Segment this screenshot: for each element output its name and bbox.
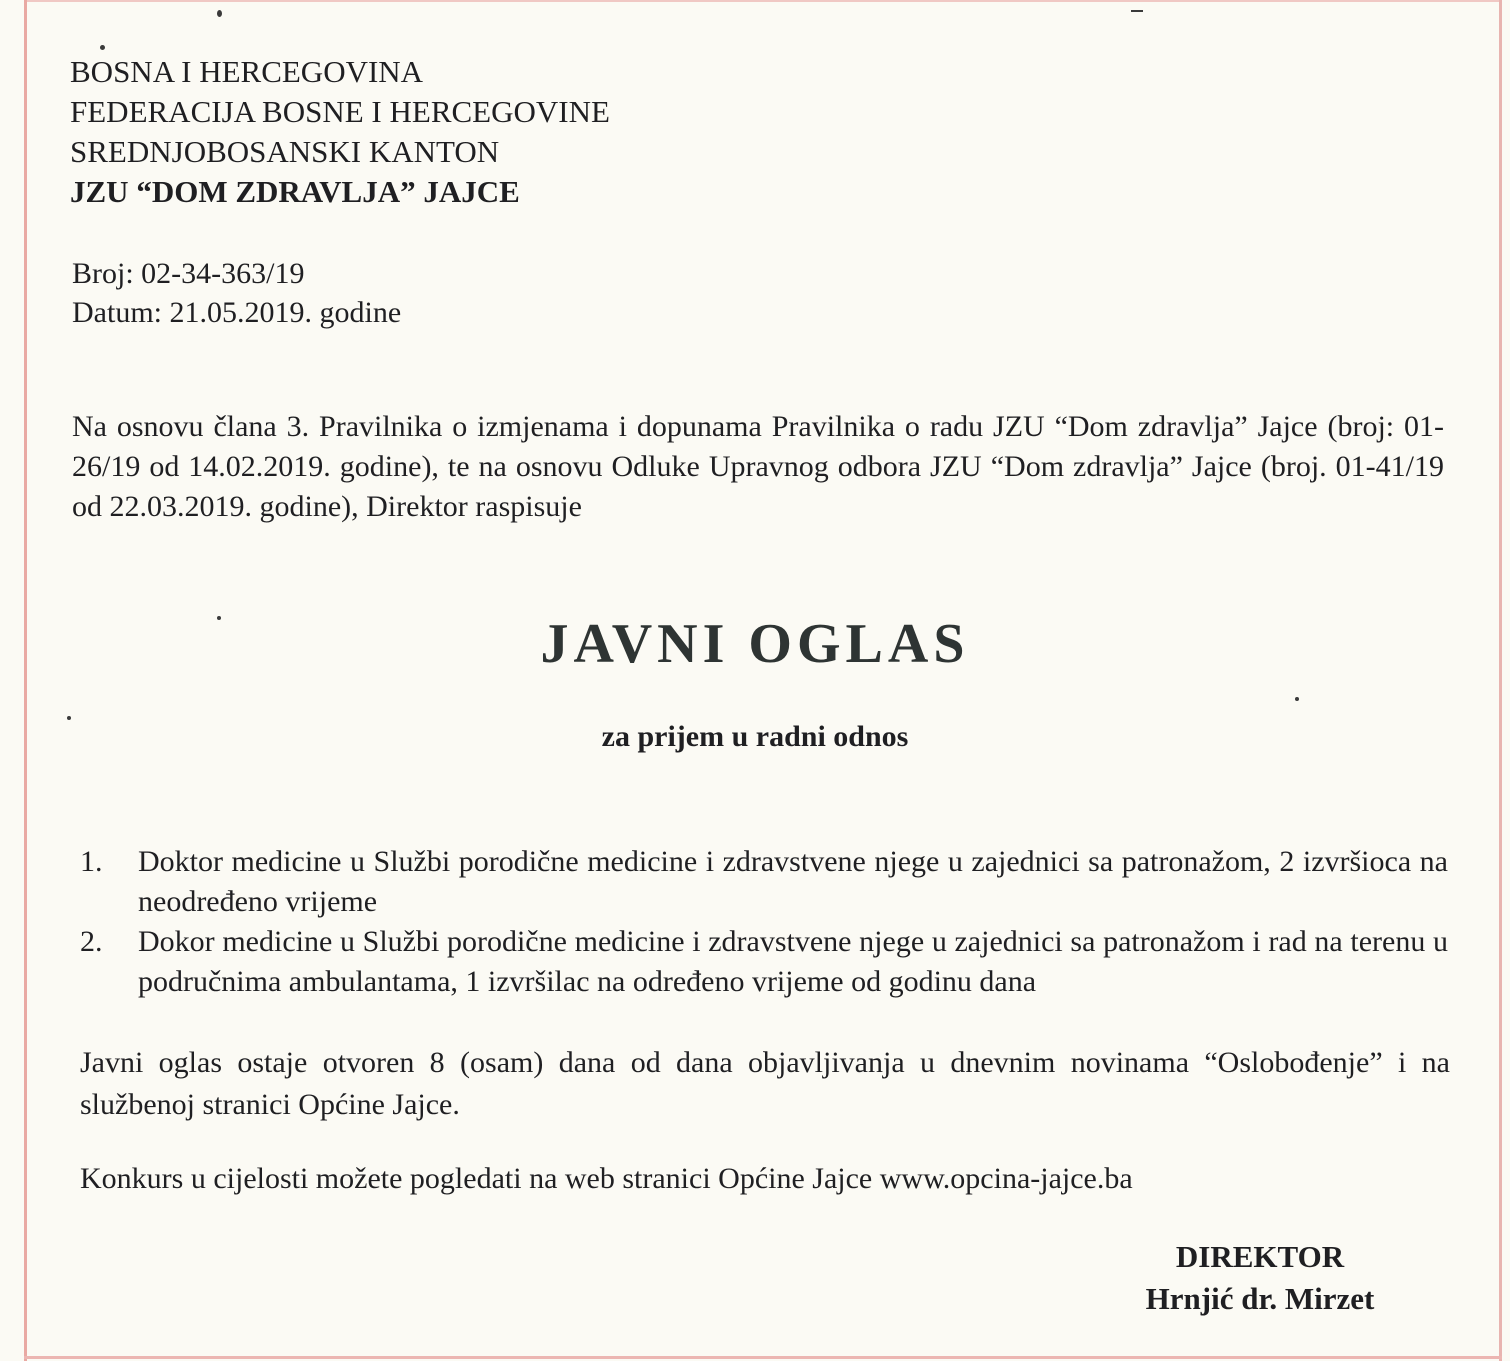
list-item-number: 1. xyxy=(80,845,103,878)
frame-right-border xyxy=(1499,0,1502,1361)
signature-block xyxy=(1130,1236,1390,1320)
list-item xyxy=(80,842,1448,922)
scan-speck xyxy=(1131,10,1143,12)
list-item-text: Doktor medicine u Službi porodične medicine i zdravstvene njege u zajednici sa patronažom, 2 izvršioca na neodređeno vrijeme xyxy=(138,845,1448,918)
page-title: JAVNI OGLAS xyxy=(540,613,970,675)
page-subtitle: za prijem u radni odnos xyxy=(601,720,909,753)
header-canton: SREDNJOBOSANSKI KANTON xyxy=(70,134,500,169)
frame-left-border xyxy=(24,0,27,1361)
header-country: BOSNA I HERCEGOVINA xyxy=(70,54,424,89)
positions-list xyxy=(80,842,1448,1002)
header-federation: FEDERACIJA BOSNE I HERCEGOVINE xyxy=(70,94,610,129)
document-number: Broj: 02-34-363/19 xyxy=(72,257,305,290)
document-date: Datum: 21.05.2019. godine xyxy=(72,296,402,329)
list-item-number: 2. xyxy=(80,925,103,958)
list-item-text: Dokor medicine u Službi porodične medicine i zdravstvene njege u zajednici sa patronažom i rad na terenu u područnima ambulantama, 1 izvršilac na određeno vrijeme od godinu dana xyxy=(138,925,1448,998)
document-meta xyxy=(72,254,401,332)
scan-speck xyxy=(100,45,105,50)
list-item xyxy=(80,922,1448,1002)
frame-top-border xyxy=(24,0,1502,2)
intro-paragraph: Na osnovu člana 3. Pravilnika o izmjenama i dopunama Pravilnika o radu JZU “Dom zdravlja” Jajce (broj: 01-26/19 od 14.02.2019. godine), te na osnovu Odluke Upravnog odbora JZU “Dom zdravlja” Jajce (broj. 01-41/19 od 22.03.2019. godine), Direktor raspisuje xyxy=(72,410,1444,523)
open-period-paragraph: Javni oglas ostaje otvoren 8 (osam) dana od dana objavljivanja u dnevnim novinama “Oslobođenje” i na službenoj stranici Općine Jajce. xyxy=(80,1046,1450,1121)
signature-name: Hrnjić dr. Mirzet xyxy=(1145,1281,1375,1316)
scan-speck xyxy=(1295,697,1299,701)
scan-speck xyxy=(217,10,222,17)
konkurs-paragraph: Konkurs u cijelosti možete pogledati na web stranici Općine Jajce www.opcina-jajce.ba xyxy=(80,1162,1133,1195)
issuer-header xyxy=(70,52,610,212)
frame-bottom-border xyxy=(24,1356,1502,1359)
header-institution: JZU “DOM ZDRAVLJA” JAJCE xyxy=(70,174,520,209)
signature-role: DIREKTOR xyxy=(1175,1239,1345,1274)
